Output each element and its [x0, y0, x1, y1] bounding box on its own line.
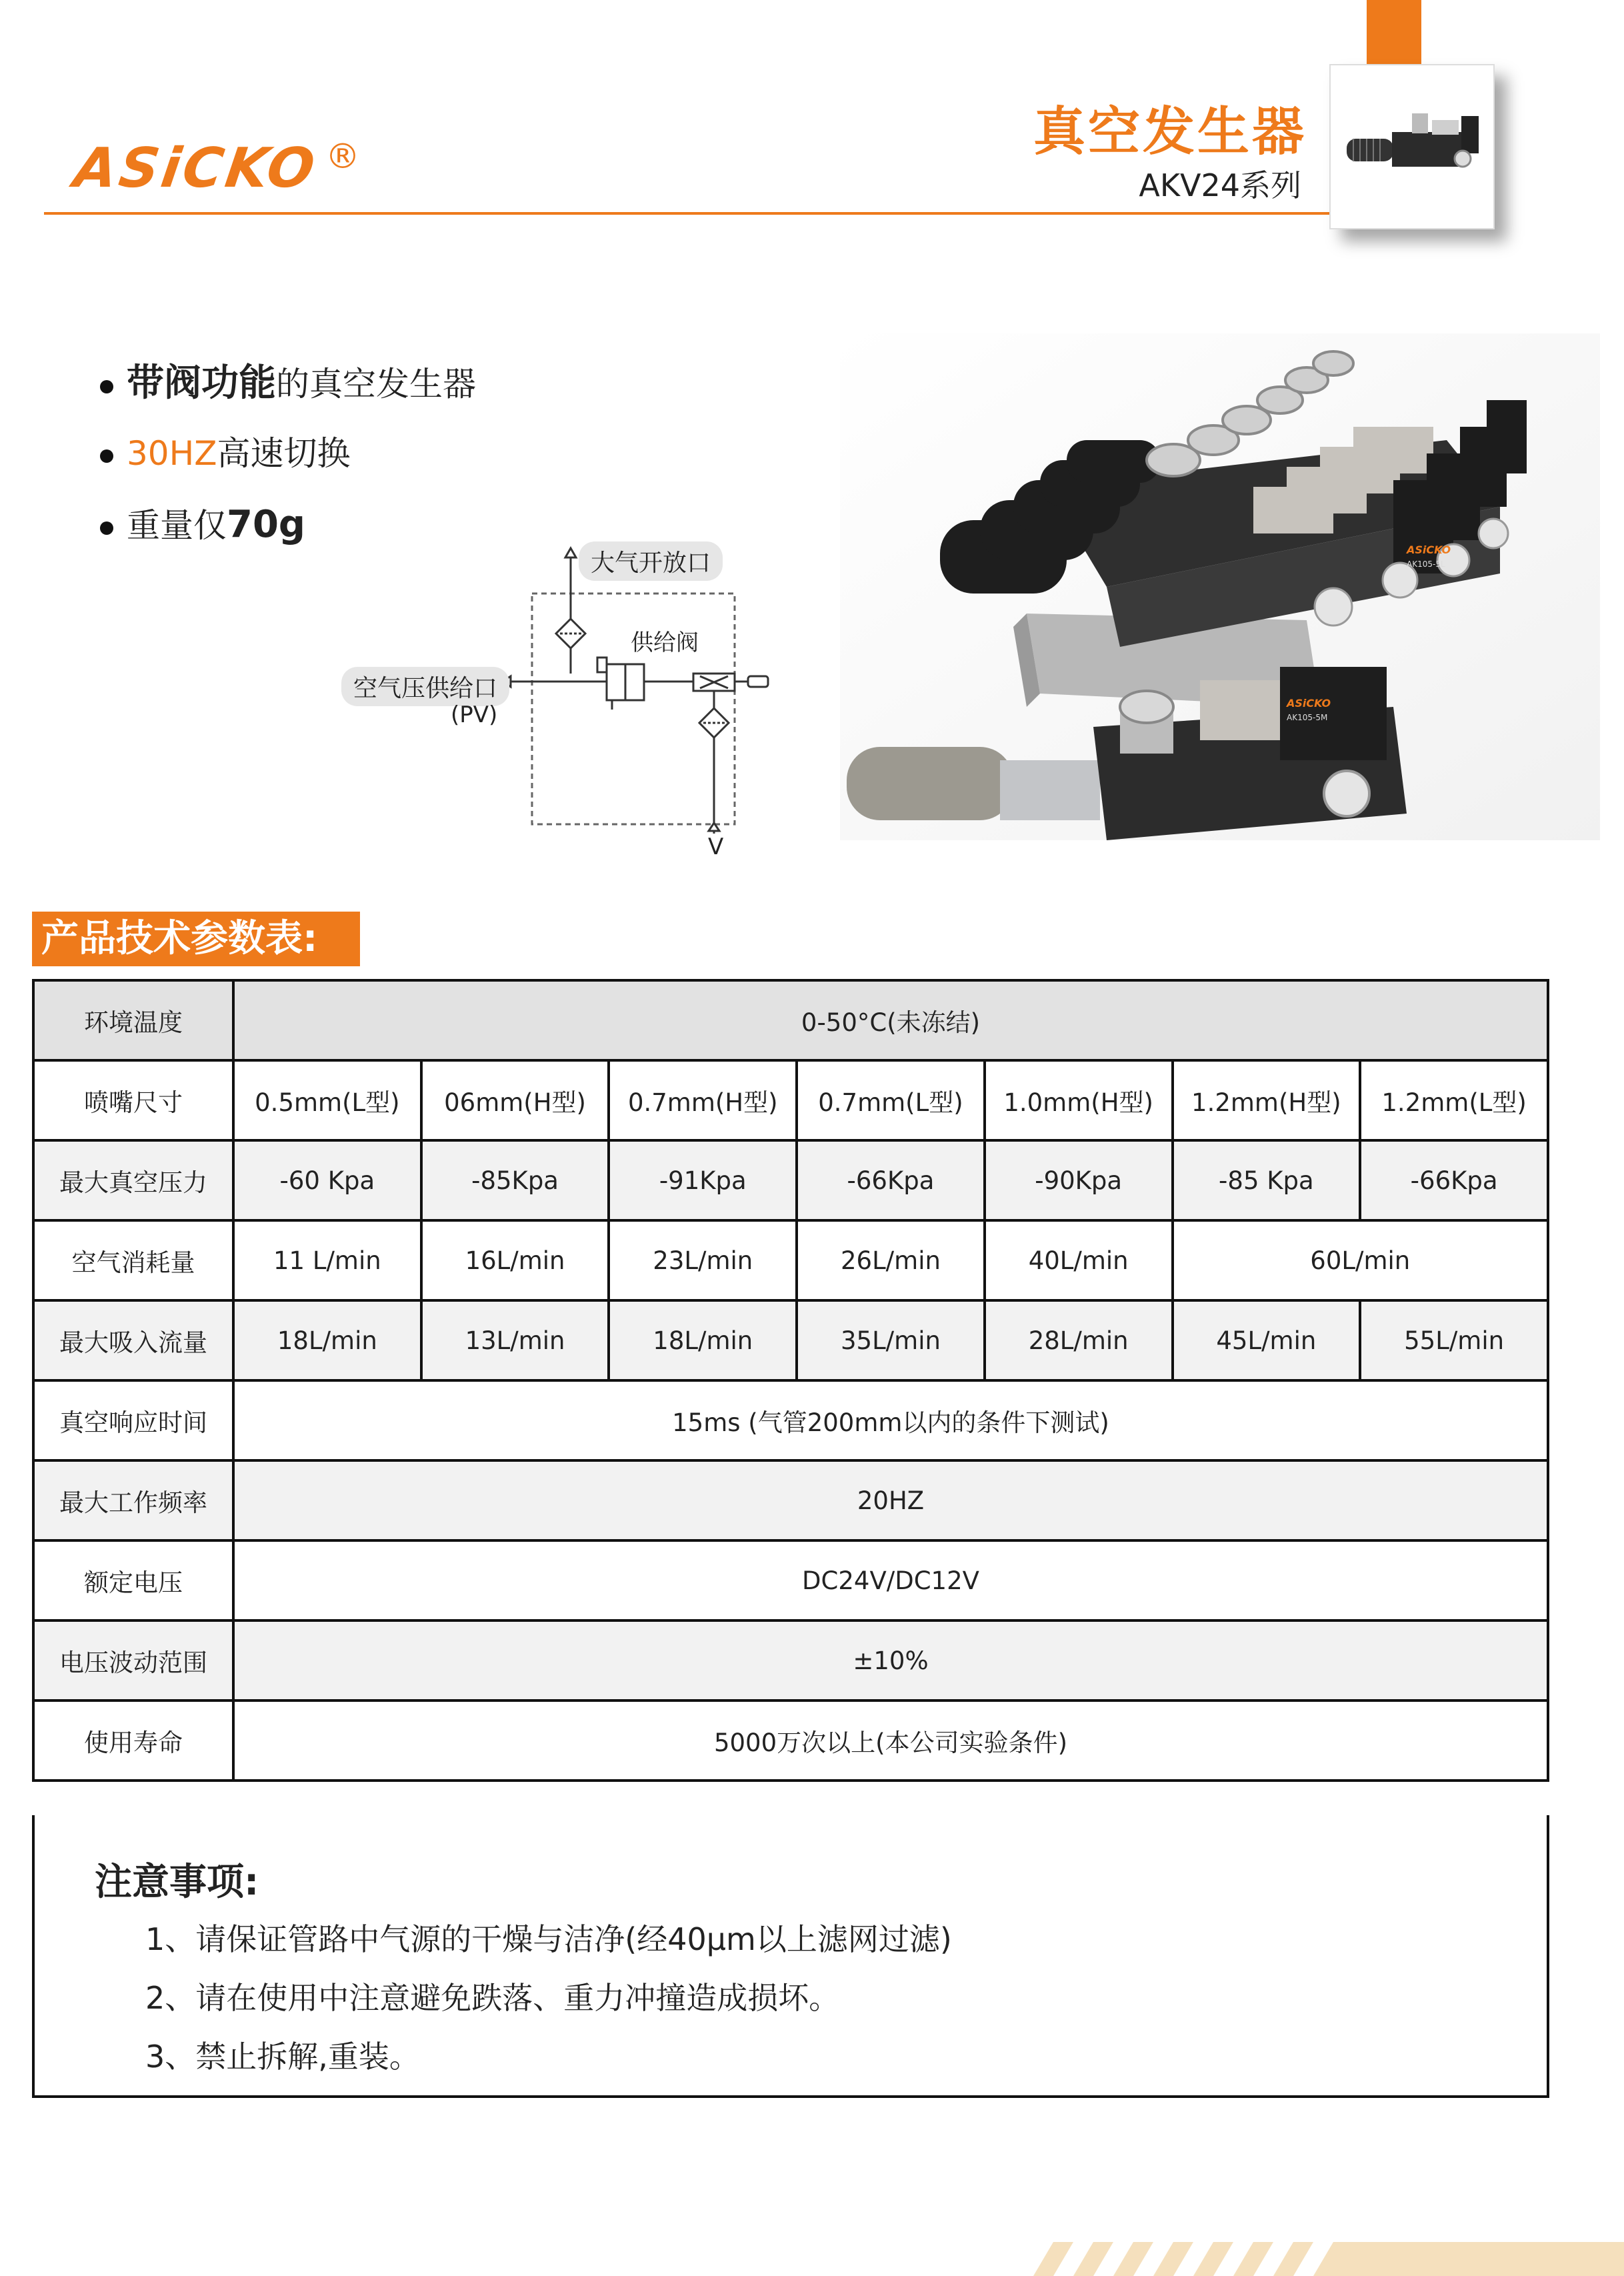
spec-table [32, 979, 1549, 1782]
table-cell: 35L/min [797, 1300, 985, 1380]
table-cell: -66Kpa [797, 1140, 985, 1220]
table-cell: 1.0mm(H型) [985, 1060, 1173, 1140]
product-brand-top: ASiCKO [1407, 543, 1451, 556]
note-item: 1、请保证管路中气源的干燥与洁净(经40μm以上滤网过滤) [145, 1921, 952, 1957]
table-cell: 0.7mm(L型) [797, 1060, 985, 1140]
supply-valve-label: 供给阀 [631, 630, 699, 656]
row-label: 电压波动范围 [33, 1620, 233, 1700]
product-thumbnail [1329, 64, 1495, 229]
feature-weight: 重量仅70g [100, 499, 305, 547]
table-cell: 18L/min [609, 1300, 797, 1380]
row-value: DC24V/DC12V [233, 1540, 1548, 1620]
feature-speed: 30HZ高速切换 [100, 427, 350, 475]
feature-valve: 带阀功能的真空发生器 [100, 353, 476, 407]
table-cell: 11 L/min [233, 1220, 421, 1300]
table-cell: 55L/min [1360, 1300, 1548, 1380]
table-cell: 45L/min [1173, 1300, 1361, 1380]
pneumatic-circuit-diagram [493, 540, 787, 860]
row-value: 0-50°C(未冻结) [233, 980, 1548, 1060]
brand-logo: ASiCKO [70, 137, 321, 200]
table-row-lifetime [33, 1700, 1548, 1781]
table-row-air-consumption [33, 1220, 1548, 1300]
table-cell: 1.2mm(H型) [1173, 1060, 1361, 1140]
row-label: 空气消耗量 [33, 1220, 233, 1300]
table-cell: -66Kpa [1360, 1140, 1548, 1220]
table-cell: -90Kpa [985, 1140, 1173, 1220]
product-photo [827, 333, 1600, 940]
product-model-top: AK105-5L [1407, 559, 1445, 569]
table-cell: 0.7mm(H型) [609, 1060, 797, 1140]
table-row-suction [33, 1300, 1548, 1380]
row-label: 最大工作频率 [33, 1460, 233, 1540]
registered-mark: ® [325, 137, 360, 177]
row-label: 真空响应时间 [33, 1380, 233, 1460]
table-row-temperature [33, 980, 1548, 1060]
row-value: 15ms (气管200mm以内的条件下测试) [233, 1380, 1548, 1460]
table-cell: 06mm(H型) [421, 1060, 609, 1140]
product-model-bottom: AK105-5M [1287, 713, 1328, 722]
table-row-response [33, 1380, 1548, 1460]
table-cell: -85Kpa [421, 1140, 609, 1220]
table-cell: 18L/min [233, 1300, 421, 1380]
table-cell: 60L/min [1173, 1220, 1548, 1300]
bullet-icon [100, 380, 113, 393]
vacuum-port-label: V [708, 834, 724, 860]
table-cell: 0.5mm(L型) [233, 1060, 421, 1140]
table-cell: 23L/min [609, 1220, 797, 1300]
product-brand-bottom: ASiCKO [1287, 697, 1331, 710]
decorative-stripes [1013, 2242, 1624, 2276]
row-label: 额定电压 [33, 1540, 233, 1620]
page-title: 真空发生器 [1033, 102, 1307, 162]
spec-table-heading: 产品技术参数表: [32, 912, 360, 966]
row-label: 最大吸入流量 [33, 1300, 233, 1380]
row-label: 最大真空压力 [33, 1140, 233, 1220]
table-row-vacuum [33, 1140, 1548, 1220]
row-value: 5000万次以上(本公司实验条件) [233, 1700, 1548, 1781]
table-row-frequency [33, 1460, 1548, 1540]
note-item: 3、禁止拆解,重装。 [145, 2039, 420, 2075]
row-value: ±10% [233, 1620, 1548, 1700]
air-supply-label: 空气压供给口 [341, 667, 509, 706]
table-cell: -91Kpa [609, 1140, 797, 1220]
notes-title: 注意事项: [95, 1861, 259, 1904]
table-row-fluctuation [33, 1620, 1548, 1700]
table-cell: 16L/min [421, 1220, 609, 1300]
table-cell: -85 Kpa [1173, 1140, 1361, 1220]
bullet-icon [100, 521, 113, 535]
note-item: 2、请在使用中注意避免跌落、重力冲撞造成损坏。 [145, 1980, 840, 2016]
corner-tab [1367, 0, 1421, 64]
table-cell: -60 Kpa [233, 1140, 421, 1220]
table-row-nozzle [33, 1060, 1548, 1140]
table-cell: 26L/min [797, 1220, 985, 1300]
row-value: 20HZ [233, 1460, 1548, 1540]
row-label: 喷嘴尺寸 [33, 1060, 233, 1140]
header-divider [44, 212, 1331, 215]
row-label: 使用寿命 [33, 1700, 233, 1781]
table-cell: 13L/min [421, 1300, 609, 1380]
table-cell: 1.2mm(L型) [1360, 1060, 1548, 1140]
table-row-voltage [33, 1540, 1548, 1620]
table-cell: 28L/min [985, 1300, 1173, 1380]
page-subtitle: AKV24系列 [1139, 167, 1301, 203]
pv-label: (PV) [451, 702, 498, 728]
table-cell: 40L/min [985, 1220, 1173, 1300]
row-label: 环境温度 [33, 980, 233, 1060]
exhaust-port-label: 大气开放口 [579, 541, 723, 581]
bullet-icon [100, 449, 113, 463]
